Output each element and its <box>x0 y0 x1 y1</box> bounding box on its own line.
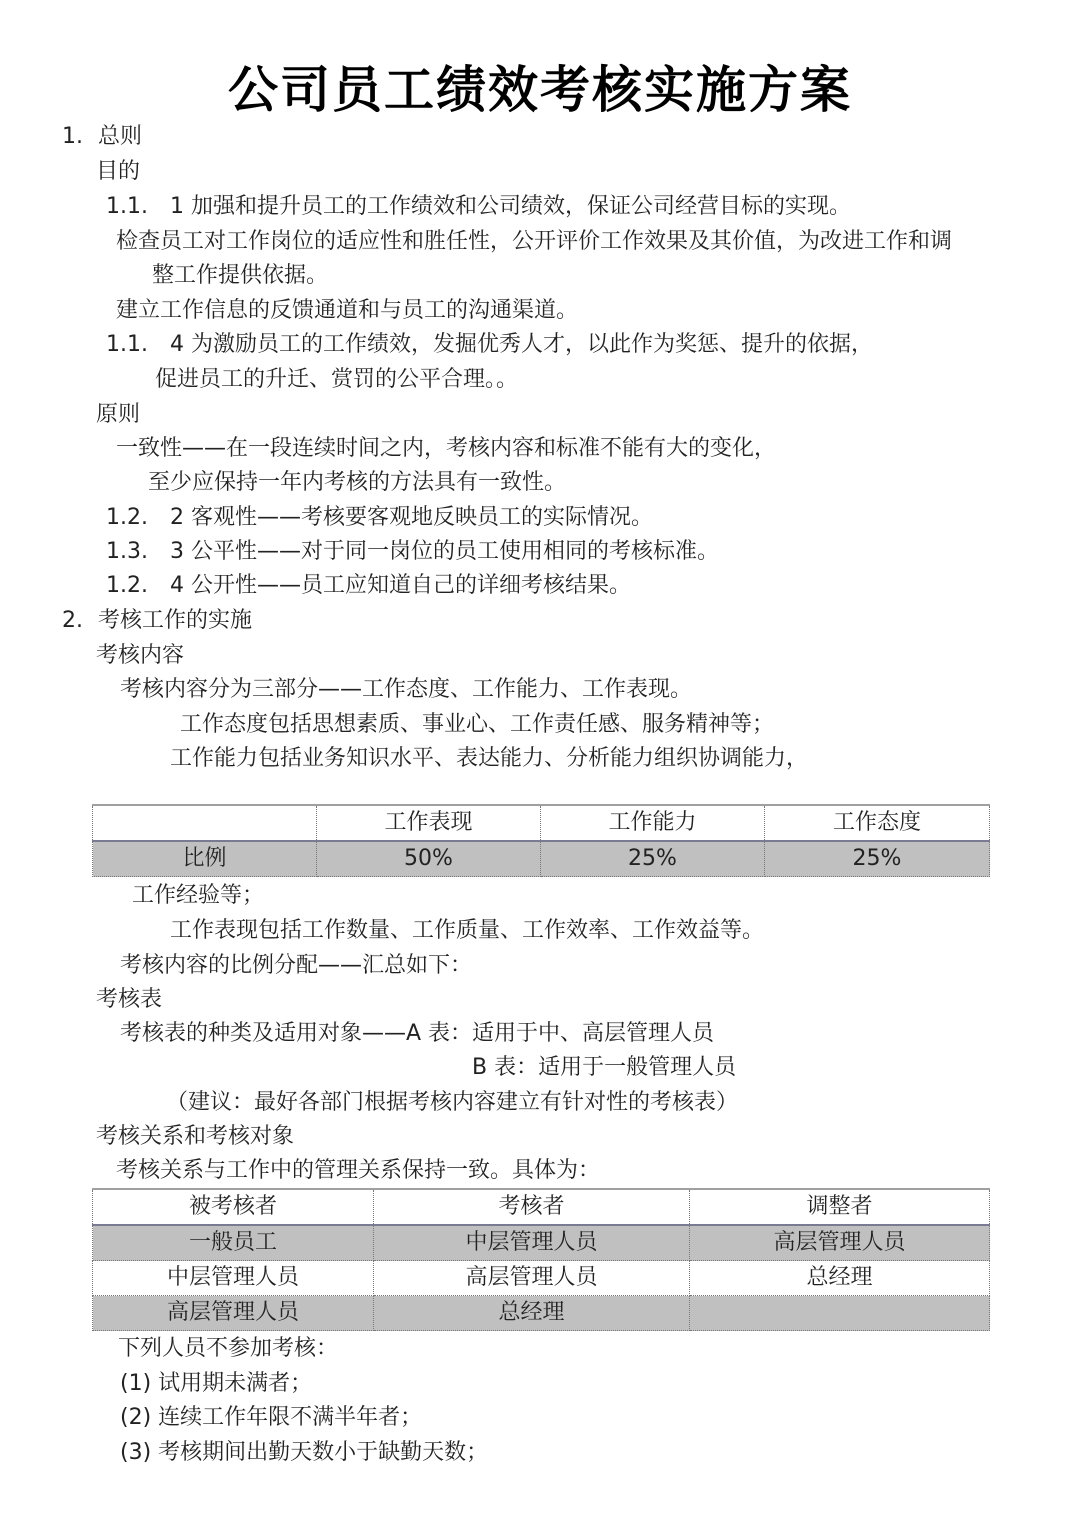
relation-table <box>92 1188 990 1331</box>
section-number: 2. <box>62 608 83 633</box>
table-cell: 高层管理人员 <box>690 1225 990 1261</box>
item-number: 1.2. <box>106 573 148 598</box>
purpose-item-2-cont: 整工作提供依据。 <box>152 263 329 288</box>
table-cell: 比例 <box>93 841 317 877</box>
content-line-6: 考核内容的比例分配——汇总如下： <box>120 953 473 978</box>
table-header-cell: 考核者 <box>374 1189 690 1225</box>
table-cell: 总经理 <box>374 1296 690 1331</box>
table-cell: 50% <box>317 841 541 877</box>
table-cell: 25% <box>765 841 990 877</box>
item-text: 4 为激励员工的工作绩效，发掘优秀人才，以此作为奖惩、提升的依据， <box>169 332 873 357</box>
table-cell: 中层管理人员 <box>93 1261 374 1296</box>
ratio-table <box>92 804 990 877</box>
item-number: 1.1. <box>106 194 148 219</box>
item-text: 2 客观性——考核要客观地反映员工的实际情况。 <box>169 505 653 530</box>
item-number: 1.1. <box>106 332 148 357</box>
table-cell: 高层管理人员 <box>93 1296 374 1331</box>
subheading-purpose: 目的 <box>96 159 141 184</box>
principle-3 <box>106 537 719 567</box>
principle-2 <box>106 503 653 533</box>
purpose-item-4 <box>106 330 873 360</box>
item-text: 1 加强和提升员工的工作绩效和公司绩效，保证公司经营目标的实现。 <box>169 194 851 219</box>
table-header-row <box>93 805 990 841</box>
table-cell: 总经理 <box>690 1261 990 1296</box>
table-cell: 中层管理人员 <box>374 1225 690 1261</box>
subheading-principles: 原则 <box>96 402 141 427</box>
table-cell: 高层管理人员 <box>374 1261 690 1296</box>
section-title: 考核工作的实施 <box>98 608 253 633</box>
principle-1: 一致性——在一段连续时间之内，考核内容和标准不能有大的变化， <box>116 436 777 461</box>
table-header-cell: 工作态度 <box>765 805 990 841</box>
forms-line-2: B 表：适用于一般管理人员 <box>472 1055 737 1080</box>
subheading-content: 考核内容 <box>96 643 185 668</box>
principle-1-cont: 至少应保持一年内考核的方法具有一致性。 <box>148 470 567 495</box>
content-line-2: 工作态度包括思想素质、事业心、工作责任感、服务精神等； <box>180 712 775 737</box>
item-number: 1.2. <box>106 505 148 530</box>
relations-line-1: 考核关系与工作中的管理关系保持一致。具体为： <box>116 1158 601 1183</box>
forms-line-3: （建议：最好各部门根据考核内容建立有针对性的考核表） <box>166 1090 739 1115</box>
exclusion-item-1: (1) 试用期未满者； <box>120 1371 313 1396</box>
content-line-3: 工作能力包括业务知识水平、表达能力、分析能力组织协调能力， <box>170 746 809 771</box>
table-cell: 一般员工 <box>93 1225 374 1261</box>
subheading-forms: 考核表 <box>96 987 163 1012</box>
table-row <box>93 841 990 877</box>
section-number: 1. <box>62 124 83 149</box>
table-cell: 25% <box>541 841 765 877</box>
forms-line-1: 考核表的种类及适用对象——A 表：适用于中、高层管理人员 <box>120 1021 715 1046</box>
purpose-item-1 <box>106 192 851 222</box>
principle-4 <box>106 571 631 601</box>
exclusion-item-2: (2) 连续工作年限不满半年者； <box>120 1405 423 1430</box>
purpose-item-3: 建立工作信息的反馈通道和与员工的沟通渠道。 <box>116 298 579 323</box>
exclusions-intro: 下列人员不参加考核： <box>118 1336 339 1361</box>
content-line-1: 考核内容分为三部分——工作态度、工作能力、工作表现。 <box>120 677 693 702</box>
section-heading-general <box>62 122 142 152</box>
table-row <box>93 1225 990 1261</box>
table-header-cell: 工作能力 <box>541 805 765 841</box>
table-header-cell: 调整者 <box>690 1189 990 1225</box>
subheading-relations: 考核关系和考核对象 <box>96 1124 295 1149</box>
table-row <box>93 1261 990 1296</box>
purpose-item-4-cont: 促进员工的升迁、赏罚的公平合理。。 <box>155 367 519 392</box>
content-line-4: 工作经验等； <box>132 883 265 908</box>
section-title: 总则 <box>98 124 143 149</box>
content-line-5: 工作表现包括工作数量、工作质量、工作效率、工作效益等。 <box>170 918 765 943</box>
table-header-row <box>93 1189 990 1225</box>
table-header-cell: 工作表现 <box>317 805 541 841</box>
table-header-cell: 被考核者 <box>93 1189 374 1225</box>
page-title: 公司员工绩效考核实施方案 <box>228 61 852 119</box>
item-text: 4 公开性——员工应知道自己的详细考核结果。 <box>169 573 631 598</box>
item-number: 1.3. <box>106 539 148 564</box>
section-heading-implementation <box>62 606 252 636</box>
table-row <box>93 1296 990 1331</box>
table-header-cell <box>93 805 317 841</box>
item-text: 3 公平性——对于同一岗位的员工使用相同的考核标准。 <box>169 539 719 564</box>
exclusion-item-3: (3) 考核期间出勤天数小于缺勤天数； <box>120 1440 489 1465</box>
purpose-item-2: 检查员工对工作岗位的适应性和胜任性，公开评价工作效果及其价值，为改进工作和调 <box>116 229 953 254</box>
table-cell <box>690 1296 990 1331</box>
